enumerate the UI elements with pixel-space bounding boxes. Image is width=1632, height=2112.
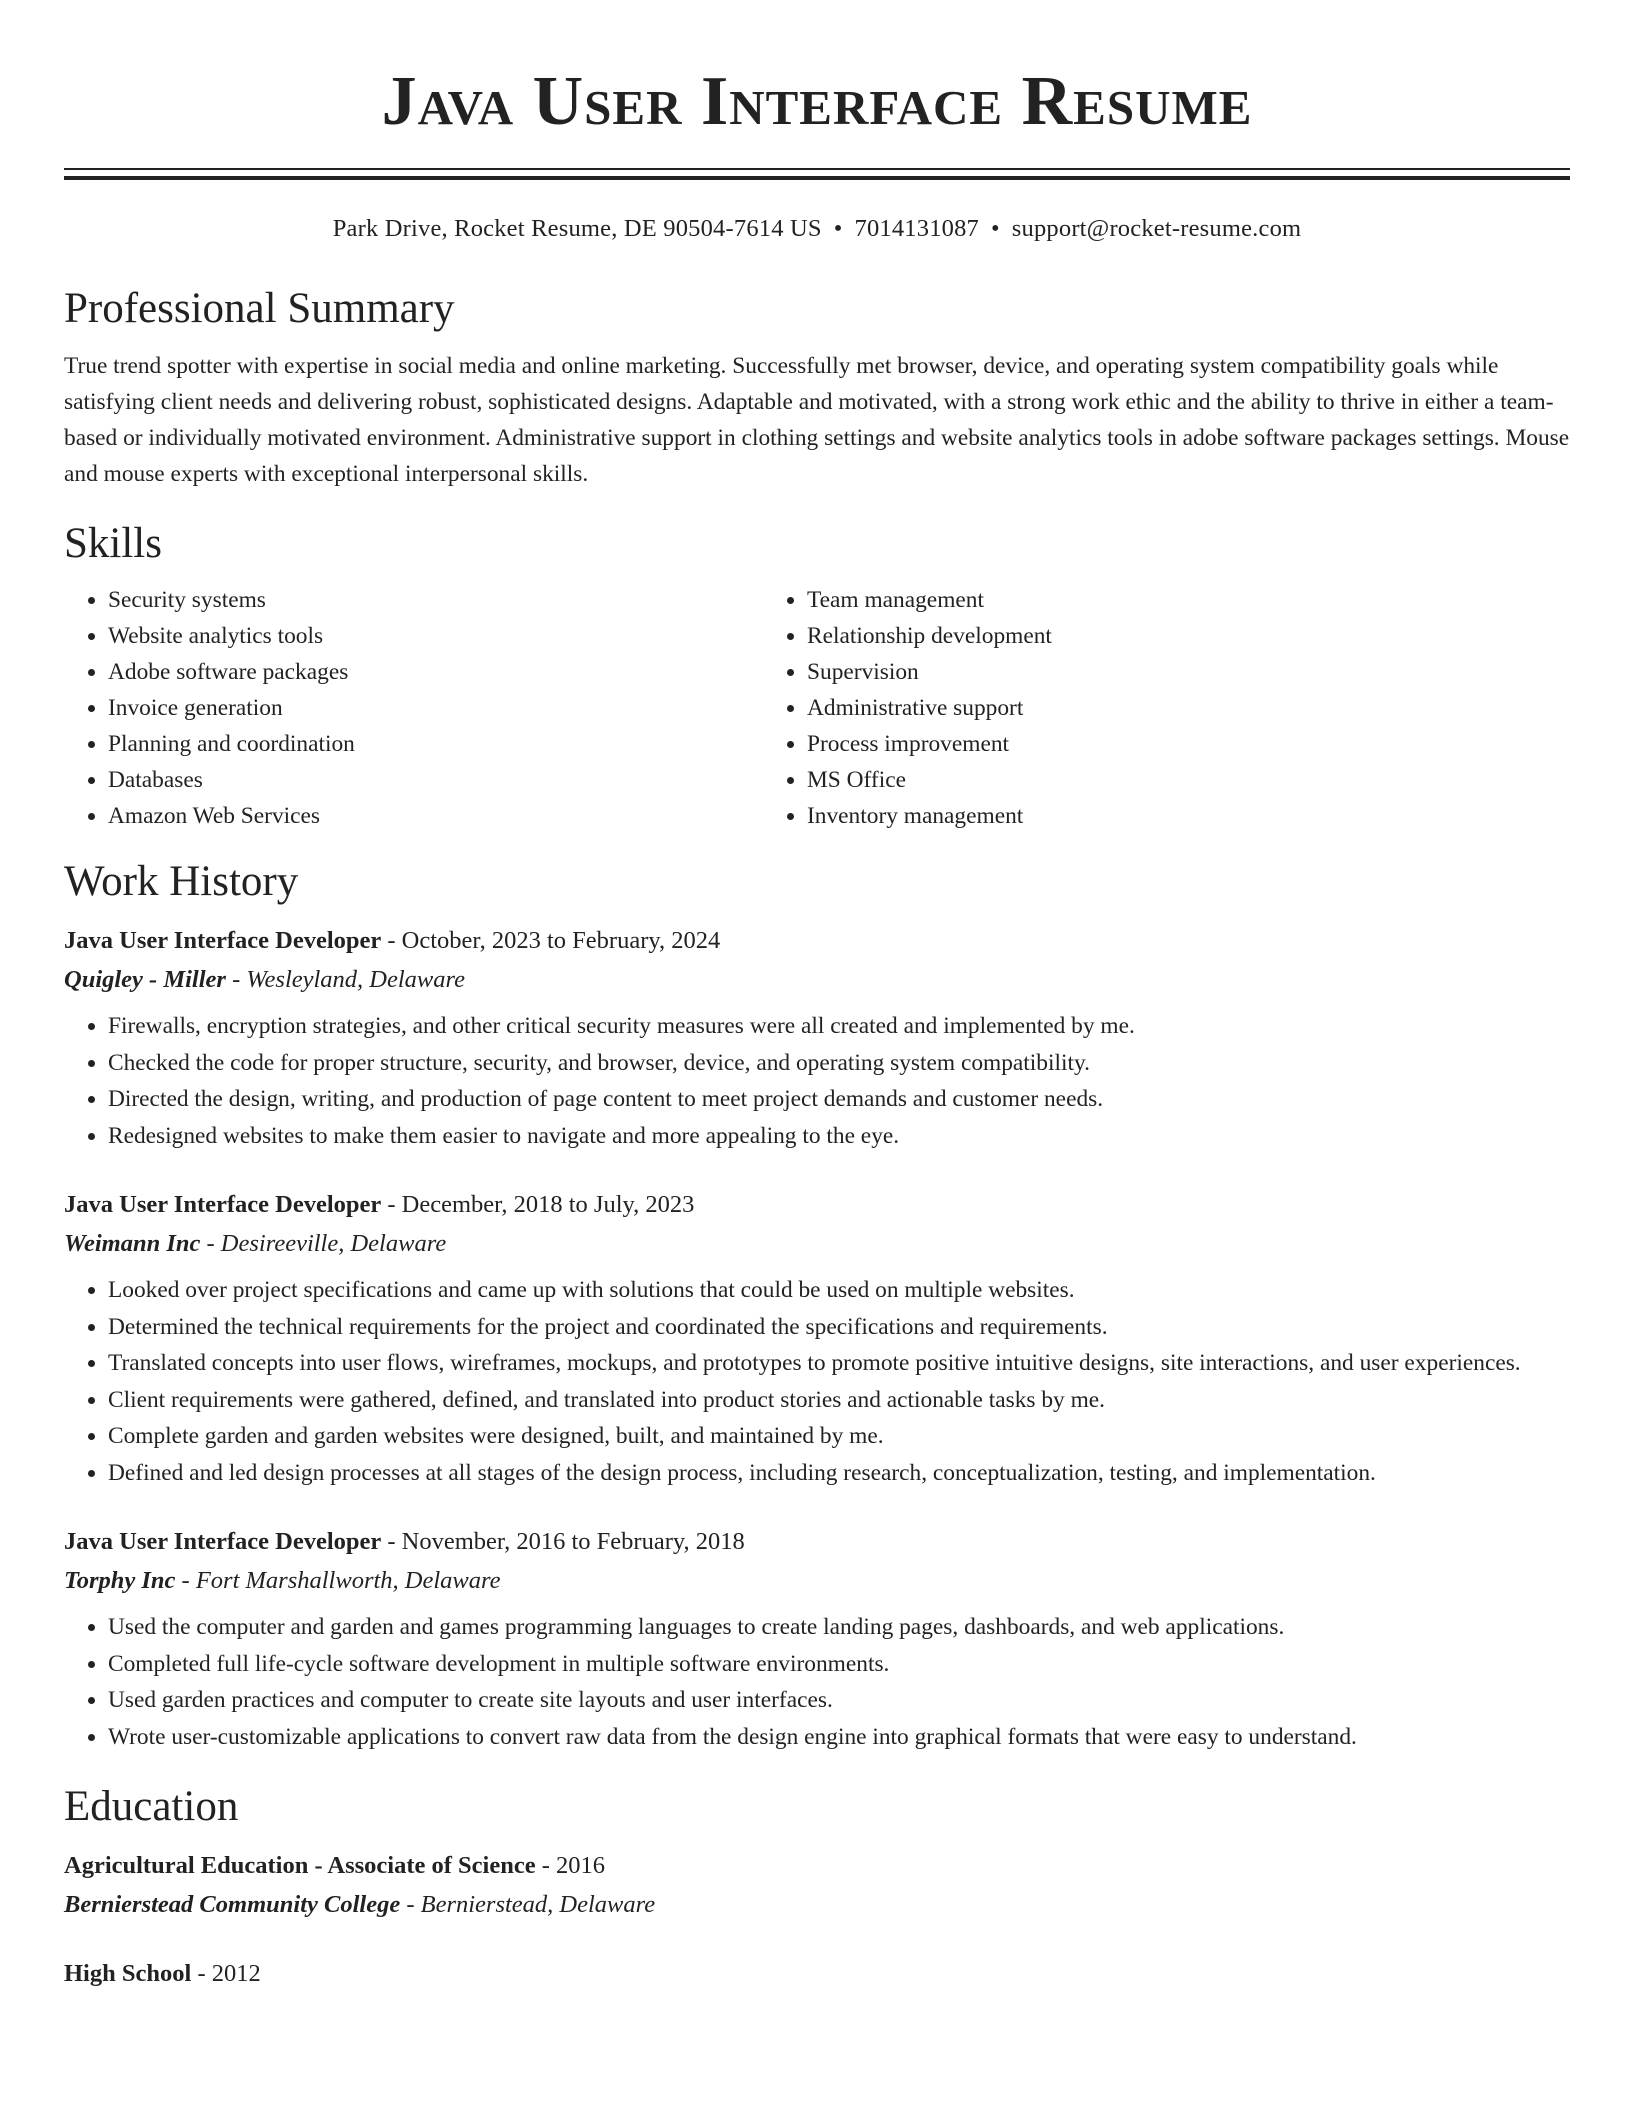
job-location: - Fort Marshallworth, Delaware (175, 1567, 501, 1594)
education-year: - 2016 (535, 1852, 605, 1879)
education-entry (64, 1955, 1570, 1993)
job-entry (64, 1186, 1570, 1491)
summary-heading: Professional Summary (64, 285, 455, 332)
work-history-section (64, 856, 1570, 1755)
job-company: Torphy Inc (64, 1567, 176, 1594)
job-title: Java User Interface Developer (64, 1191, 382, 1218)
title-double-rule (64, 168, 1570, 180)
duty-item: • Firewalls, encryption strategies, and other critical security measures were all created and implemented by me. (108, 1008, 1570, 1045)
skill-item: • Relationship development (807, 618, 1570, 654)
contact-address: Park Drive, Rocket Resume, DE 90504-7614 US (332, 215, 822, 242)
job-location: - Desireeville, Delaware (200, 1230, 447, 1257)
education-section (64, 1781, 1570, 1993)
job-entry (64, 922, 1570, 1154)
skills-list-left (64, 582, 763, 834)
skill-item: • Inventory management (807, 798, 1570, 834)
education-school: Bernierstead Community College (64, 1891, 401, 1918)
job-duties (64, 1272, 1570, 1491)
job-company: Quigley - Miller (64, 966, 226, 993)
skill-item: • Website analytics tools (108, 618, 763, 654)
skills-list-right (763, 582, 1570, 834)
skill-item: • Planning and coordination (108, 726, 763, 762)
job-company-line (64, 1561, 1570, 1601)
duty-item: • Determined the technical requirements for the project and coordinated the specifications and requirements. (108, 1309, 1570, 1346)
summary-section (64, 283, 1570, 492)
work-history-heading: Work History (64, 858, 299, 905)
job-dates: - October, 2023 to February, 2024 (381, 927, 721, 954)
duty-item: • Used the computer and garden and games programming languages to create landing pages, dashboards, and web applications. (108, 1609, 1570, 1646)
skill-item: • Invoice generation (108, 690, 763, 726)
job-dates: - December, 2018 to July, 2023 (381, 1191, 695, 1218)
skills-section (64, 518, 1570, 834)
skill-item: • Team management (807, 582, 1570, 618)
education-year: - 2012 (191, 1960, 261, 1987)
duty-item: • Checked the code for proper structure, security, and browser, device, and operating system compatibility. (108, 1045, 1570, 1082)
skill-item: • MS Office (807, 762, 1570, 798)
education-degree-line (64, 1847, 1570, 1885)
skill-item: • Adobe software packages (108, 654, 763, 690)
duty-item: • Complete garden and garden websites were designed, built, and maintained by me. (108, 1418, 1570, 1455)
job-dates: - November, 2016 to February, 2018 (381, 1528, 745, 1555)
education-location: - Bernierstead, Delaware (400, 1891, 656, 1918)
job-title: Java User Interface Developer (64, 1528, 382, 1555)
education-degree: High School (64, 1960, 192, 1987)
job-duties (64, 1008, 1570, 1154)
education-heading: Education (64, 1783, 239, 1830)
duty-item: • Looked over project specifications and came up with solutions that could be used on multiple websites. (108, 1272, 1570, 1309)
contact-line (64, 213, 1570, 245)
job-duties (64, 1609, 1570, 1755)
skill-item: • Security systems (108, 582, 763, 618)
job-title-line (64, 922, 1570, 960)
skill-item: • Administrative support (807, 690, 1570, 726)
resume-title: Java User Interface Resume (381, 63, 1253, 140)
resume-page (64, 0, 1570, 1993)
job-entry (64, 1523, 1570, 1755)
education-degree: Agricultural Education - Associate of Science (64, 1852, 536, 1879)
education-degree-line (64, 1955, 1570, 1993)
job-company-line (64, 960, 1570, 1000)
job-title: Java User Interface Developer (64, 927, 382, 954)
duty-item: • Wrote user-customizable applications to convert raw data from the design engine into graphical formats that were easy to understand. (108, 1719, 1570, 1756)
duty-item: • Redesigned websites to make them easier to navigate and more appealing to the eye. (108, 1118, 1570, 1155)
skills-heading: Skills (64, 520, 162, 567)
duty-item: • Completed full life-cycle software development in multiple software environments. (108, 1646, 1570, 1683)
contact-separator: • (833, 215, 843, 242)
contact-phone: 7014131087 (854, 215, 979, 242)
contact-separator: • (991, 215, 1000, 242)
job-company: Weimann Inc (64, 1230, 201, 1257)
duty-item: • Directed the design, writing, and production of page content to meet project demands and customer needs. (108, 1081, 1570, 1118)
duty-item: • Translated concepts into user flows, wireframes, mockups, and prototypes to promote positive intuitive designs, site interactions, and user experiences. (108, 1345, 1570, 1382)
skill-item: • Supervision (807, 654, 1570, 690)
education-entry (64, 1847, 1570, 1925)
skill-item: • Amazon Web Services (108, 798, 763, 834)
duty-item: • Used garden practices and computer to create site layouts and user interfaces. (108, 1682, 1570, 1719)
job-title-line (64, 1523, 1570, 1561)
contact-email: support@rocket-resume.com (1011, 215, 1302, 242)
skill-item: • Databases (108, 762, 763, 798)
duty-item: • Client requirements were gathered, defined, and translated into product stories and actionable tasks by me. (108, 1382, 1570, 1419)
summary-text: True trend spotter with expertise in social media and online marketing. Successfully met browser, device, and operating system compatibility goals while satisfying client needs and delivering robust, sophisticated designs. Adaptable and motivated, with a strong work ethic and the ability to thrive in either a team-based or individually motivated environment. Administrative support in clothing settings and website analytics tools in adobe software packages settings. Mouse and mouse experts with exceptional interpersonal skills. (64, 353, 1570, 487)
job-title-line (64, 1186, 1570, 1224)
education-school-line (64, 1885, 1570, 1925)
skill-item: • Process improvement (807, 726, 1570, 762)
job-location: - Wesleyland, Delaware (225, 966, 466, 993)
skills-columns (64, 582, 1570, 834)
job-company-line (64, 1224, 1570, 1264)
duty-item: • Defined and led design processes at all stages of the design process, including research, conceptualization, testing, and implementation. (108, 1455, 1570, 1492)
